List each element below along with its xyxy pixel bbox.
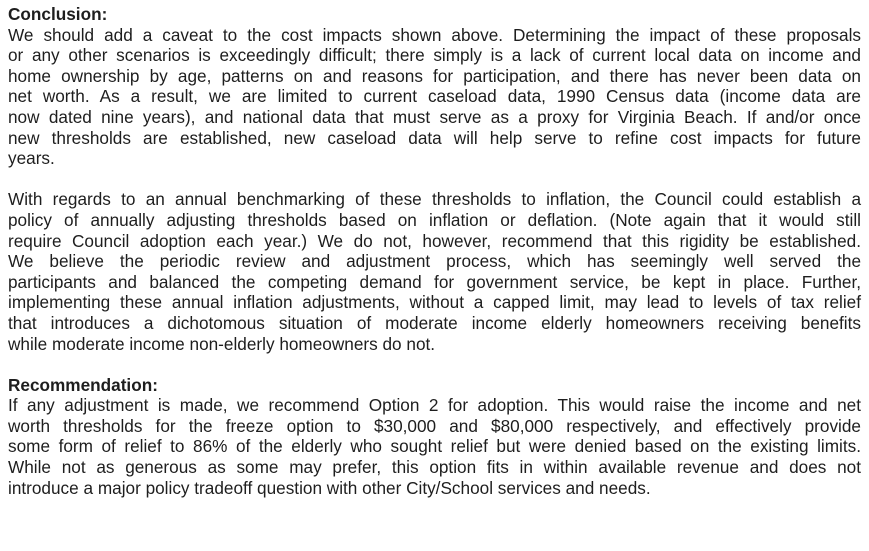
text-line: With regards to an annual benchmarking of these thresholds to inflation, the Council could establish a bbox=[8, 189, 861, 210]
paragraph-spacer bbox=[8, 169, 861, 190]
text-line: introduce a major policy tradeoff question with other City/School services and needs. bbox=[8, 477, 651, 498]
text-line: or any other scenarios is exceedingly difficult; there simply is a lack of current local data on income and bbox=[8, 45, 861, 66]
section-heading-recommendation: Recommendation: bbox=[8, 374, 158, 395]
text-line: home ownership by age, patterns on and reasons for participation, and there has never been data on bbox=[8, 65, 861, 86]
text-line: some form of relief to 86% of the elderly who sought relief but were denied based on the existing limits. bbox=[8, 436, 861, 457]
paragraph-inflation-benchmarking bbox=[8, 189, 861, 354]
text-line: implementing these annual inflation adjustments, without a capped limit, may lead to levels of tax relief bbox=[8, 292, 861, 313]
text-line: require Council adoption each year.) We do not, however, recommend that this rigidity be established. bbox=[8, 230, 861, 251]
text-line: years. bbox=[8, 148, 55, 169]
text-line: If any adjustment is made, we recommend Option 2 for adoption. This would raise the income and net bbox=[8, 395, 861, 416]
paragraph-recommendation bbox=[8, 395, 861, 498]
paragraph-spacer bbox=[8, 354, 861, 375]
text-line: policy of annually adjusting thresholds based on inflation or deflation. (Note again that it would still bbox=[8, 209, 861, 230]
text-line: net worth. As a result, we are limited to current caseload data, 1990 Census data (income data are bbox=[8, 86, 861, 107]
text-line: While not as generous as some may prefer, this option fits in within available revenue and does not bbox=[8, 457, 861, 478]
text-line: participants and balanced the competing demand for government service, be kept in place. Further, bbox=[8, 271, 861, 292]
paragraph-caveat bbox=[8, 25, 861, 169]
text-line: worth thresholds for the freeze option to $30,000 and $80,000 respectively, and effectively provide bbox=[8, 415, 861, 436]
text-line: now dated nine years), and national data that must serve as a proxy for Virginia Beach. If and/or once bbox=[8, 106, 861, 127]
section-heading-conclusion: Conclusion: bbox=[8, 4, 108, 24]
text-line: new thresholds are established, new caseload data will help serve to refine cost impacts for future bbox=[8, 127, 861, 148]
text-line: while moderate income non-elderly homeowners do not. bbox=[8, 333, 436, 354]
text-line: that introduces a dichotomous situation of moderate income elderly homeowners receiving benefits bbox=[8, 312, 861, 333]
document-page bbox=[8, 4, 861, 498]
text-line: We believe the periodic review and adjustment process, which has seemingly well served the bbox=[8, 251, 861, 272]
text-line: We should add a caveat to the cost impacts shown above. Determining the impact of these proposals bbox=[8, 24, 861, 45]
